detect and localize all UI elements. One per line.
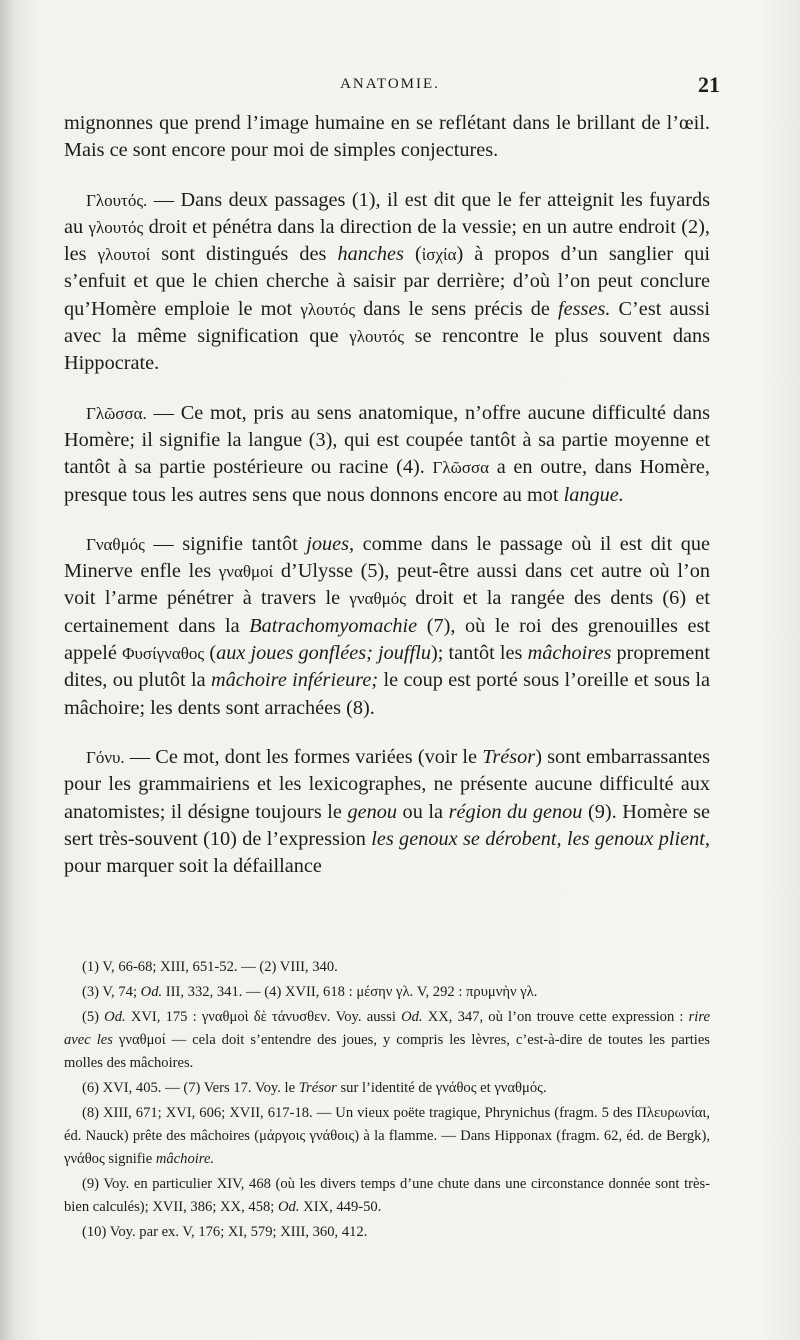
- italic-term: langue.: [563, 483, 624, 506]
- greek-word: γλουτός: [88, 217, 144, 237]
- italic-term: hanches: [337, 243, 404, 266]
- italic-term: Batrachomyomachie: [249, 614, 418, 637]
- text-run: XX, 347, où l’on trouve cette expression :: [422, 1009, 689, 1025]
- text-run: XVI, 175 :: [125, 1009, 202, 1025]
- greek-word: γναθμοί: [118, 1032, 166, 1048]
- italic-term: Trésor: [298, 1080, 337, 1096]
- text-run: comme dans le passage où il est dit que Minerve enfle les: [64, 532, 710, 583]
- greek-word: γναθμοὶ δὲ τάνυσθεν.: [201, 1009, 331, 1025]
- text-run: éd. Nauck) prête des mâchoires (: [64, 1128, 260, 1144]
- greek-word: γλουτοί: [97, 245, 151, 265]
- greek-word: Φυσίγναθος: [122, 644, 205, 664]
- text-run: — Dans deux passages (1), il est dit que le fer atteignit les fuyards au: [64, 188, 710, 238]
- italic-term: Od.: [401, 1009, 423, 1025]
- paragraph-continuation: mignonnes que prend l’image humaine en se reflétant dans le brillant de l’œil. Mais ce sont encore pour moi de simples conjectures.: [64, 112, 710, 162]
- text-run: — Ce mot, dont les formes variées (voir le: [124, 745, 483, 768]
- text-run: — Ce mot, pris au sens anatomique, n’offre aucune difficulté dans Homère; il signifie la langue (3), qui est coupée tantôt à sa partie moyenne et tantôt à sa partie postérieure ou racine (4).: [64, 401, 710, 479]
- text-run: (9) Voy. en particulier XIV, 468 (où les divers temps d’une chute dans une circonstance donnée sont très-bien calculés); XVII, 386; XX, 458;: [64, 1176, 710, 1215]
- text-run: a en outre, dans Homère, presque tous les autres sens que nous donnons encore au mot: [64, 456, 710, 506]
- italic-term: mâchoire.: [155, 1151, 215, 1167]
- text-run: ) à propos d’un sanglier qui s’enfuit et que le chien cherche à saisir par derrière; d’où l’on peut conclure qu’Homère emploie le mot: [64, 243, 710, 320]
- text-run: ) sont embarrassantes pour les grammairiens et les lexicographes, ne présente aucune difficulté aux anatomistes; il désigne toujours le: [64, 745, 710, 823]
- greek-word: γλουτός: [300, 299, 356, 319]
- greek-word: γναθμός.: [494, 1080, 547, 1096]
- italic-term: Od.: [140, 984, 163, 1000]
- text-run: — signifie tantôt: [144, 532, 307, 555]
- greek-word: γνάθος: [435, 1080, 477, 1096]
- italic-term: fesses.: [558, 297, 611, 320]
- running-title: ANATOMIE.: [340, 76, 440, 92]
- text-run: (9). Homère se sert très-souvent (10) de l’expression: [64, 800, 711, 850]
- greek-word: Πλευρωνίαι,: [636, 1105, 710, 1121]
- greek-word: γναθμοί: [218, 562, 274, 582]
- text-run: (: [403, 243, 422, 266]
- page-number: 21: [698, 72, 720, 97]
- italic-term: genou: [347, 800, 398, 823]
- main-text: [64, 110, 710, 902]
- text-run: (: [204, 642, 217, 665]
- lemma: Γόνυ.: [86, 747, 125, 767]
- italic-term: mâchoires: [527, 642, 612, 665]
- text-run: proprement dites, ou plutôt la: [64, 642, 710, 692]
- italic-term: Od.: [104, 1009, 126, 1025]
- entry-gloutos: [64, 187, 710, 378]
- lemma: Γλουτός.: [86, 190, 148, 210]
- text-run: sont distingués des: [150, 243, 338, 266]
- text-run: droit et la rangée des dents (6) et certainement dans la: [64, 587, 710, 637]
- footnote: (1) V, 66-68; XIII, 651-52. — (2) VIII, 340.: [82, 959, 338, 975]
- running-head: [60, 72, 720, 100]
- italic-term: mâchoire inférieure;: [210, 669, 379, 692]
- text-run: C’est aussi avec la même signification que: [64, 297, 711, 348]
- greek-word: γνάθος: [64, 1151, 105, 1167]
- italic-term: joues,: [306, 532, 355, 555]
- italic-term: région du genou: [448, 800, 583, 823]
- greek-word: γλουτός: [349, 327, 404, 347]
- text-run: (3) V, 74;: [82, 984, 141, 1000]
- text-run: d’Ulysse (5), peut-être aussi dans cet autre où l’on voit l’arme pénétrer à travers le: [64, 560, 710, 610]
- text-run: droit et pénétra dans la direction de la vessie; en un autre endroit (2), les: [64, 215, 710, 266]
- greek-word: γναθμός: [349, 589, 407, 609]
- italic-term: aux joues gonflées; joufflu: [216, 642, 431, 665]
- footnote: [64, 1102, 710, 1171]
- italic-term: les genoux se dérobent, les genoux plient,: [371, 827, 710, 850]
- footnote: [64, 1173, 710, 1219]
- text-run: ); tantôt les: [430, 642, 528, 665]
- greek-word: μάργοις γνάθοις: [259, 1128, 355, 1144]
- text-run: ) à la flamme. — Dans Hipponax (fragm. 62, éd. de Bergk),: [354, 1128, 710, 1144]
- text-run: pour marquer soit la défaillance: [64, 855, 322, 878]
- footnote: [64, 1077, 710, 1100]
- text-run: — cela doit s’entendre des joues, y compris les lèvres, c’est-à-dire de toutes les parties molles des mâchoires.: [64, 1032, 710, 1071]
- text-run: et: [476, 1080, 495, 1096]
- entry-glossa: [64, 400, 710, 509]
- text-run: III, 332, 341. — (4) XVII, 618 :: [162, 984, 357, 1000]
- text-run: se rencontre le plus souvent dans Hippocrate.: [64, 325, 710, 375]
- text-run: XIX, 449-50.: [299, 1199, 382, 1215]
- text-run: dans le sens précis de: [355, 297, 559, 320]
- text-run: Voy. aussi: [330, 1009, 402, 1025]
- lemma: Γναθμός: [86, 534, 145, 554]
- greek-word: πρυμνὴν γλ.: [466, 984, 538, 1000]
- entry-gonu: [64, 744, 710, 880]
- italic-term: rire avec les: [64, 1009, 710, 1048]
- text-run: (6) XVI, 405. — (7) Vers 17. Voy. le: [82, 1080, 299, 1096]
- text-run: sur l’identité de: [336, 1080, 436, 1096]
- text-run: (7), où le roi des grenouilles est appelé: [64, 614, 711, 665]
- text-run: (5): [82, 1009, 105, 1025]
- text-run: ou la: [397, 800, 449, 823]
- footnote: [64, 981, 710, 1004]
- greek-word: ἰσχία: [421, 245, 457, 265]
- greek-word: Γλῶσσα: [432, 458, 490, 478]
- italic-term: Od.: [278, 1199, 300, 1215]
- text-run: V, 292 :: [413, 984, 467, 1000]
- footnote: [64, 1006, 710, 1075]
- footnotes: [64, 956, 710, 1246]
- greek-word: μέσην γλ.: [356, 984, 414, 1000]
- text-run: le coup est porté sous l’oreille et sous la mâchoire; les dents sont arrachées (8).: [64, 669, 711, 719]
- entry-gnathmos: [64, 531, 710, 722]
- lemma: Γλῶσσα.: [86, 403, 147, 423]
- text-run: signifie: [104, 1151, 156, 1167]
- italic-term: Trésor: [482, 745, 536, 768]
- text-run: (8) XIII, 671; XVI, 606; XVII, 617-18. — Un vieux poëte tragique, Phrynichus (fragm. 5 des: [82, 1105, 637, 1121]
- footnote: (10) Voy. par ex. V, 176; XI, 579; XIII, 360, 412.: [82, 1224, 368, 1240]
